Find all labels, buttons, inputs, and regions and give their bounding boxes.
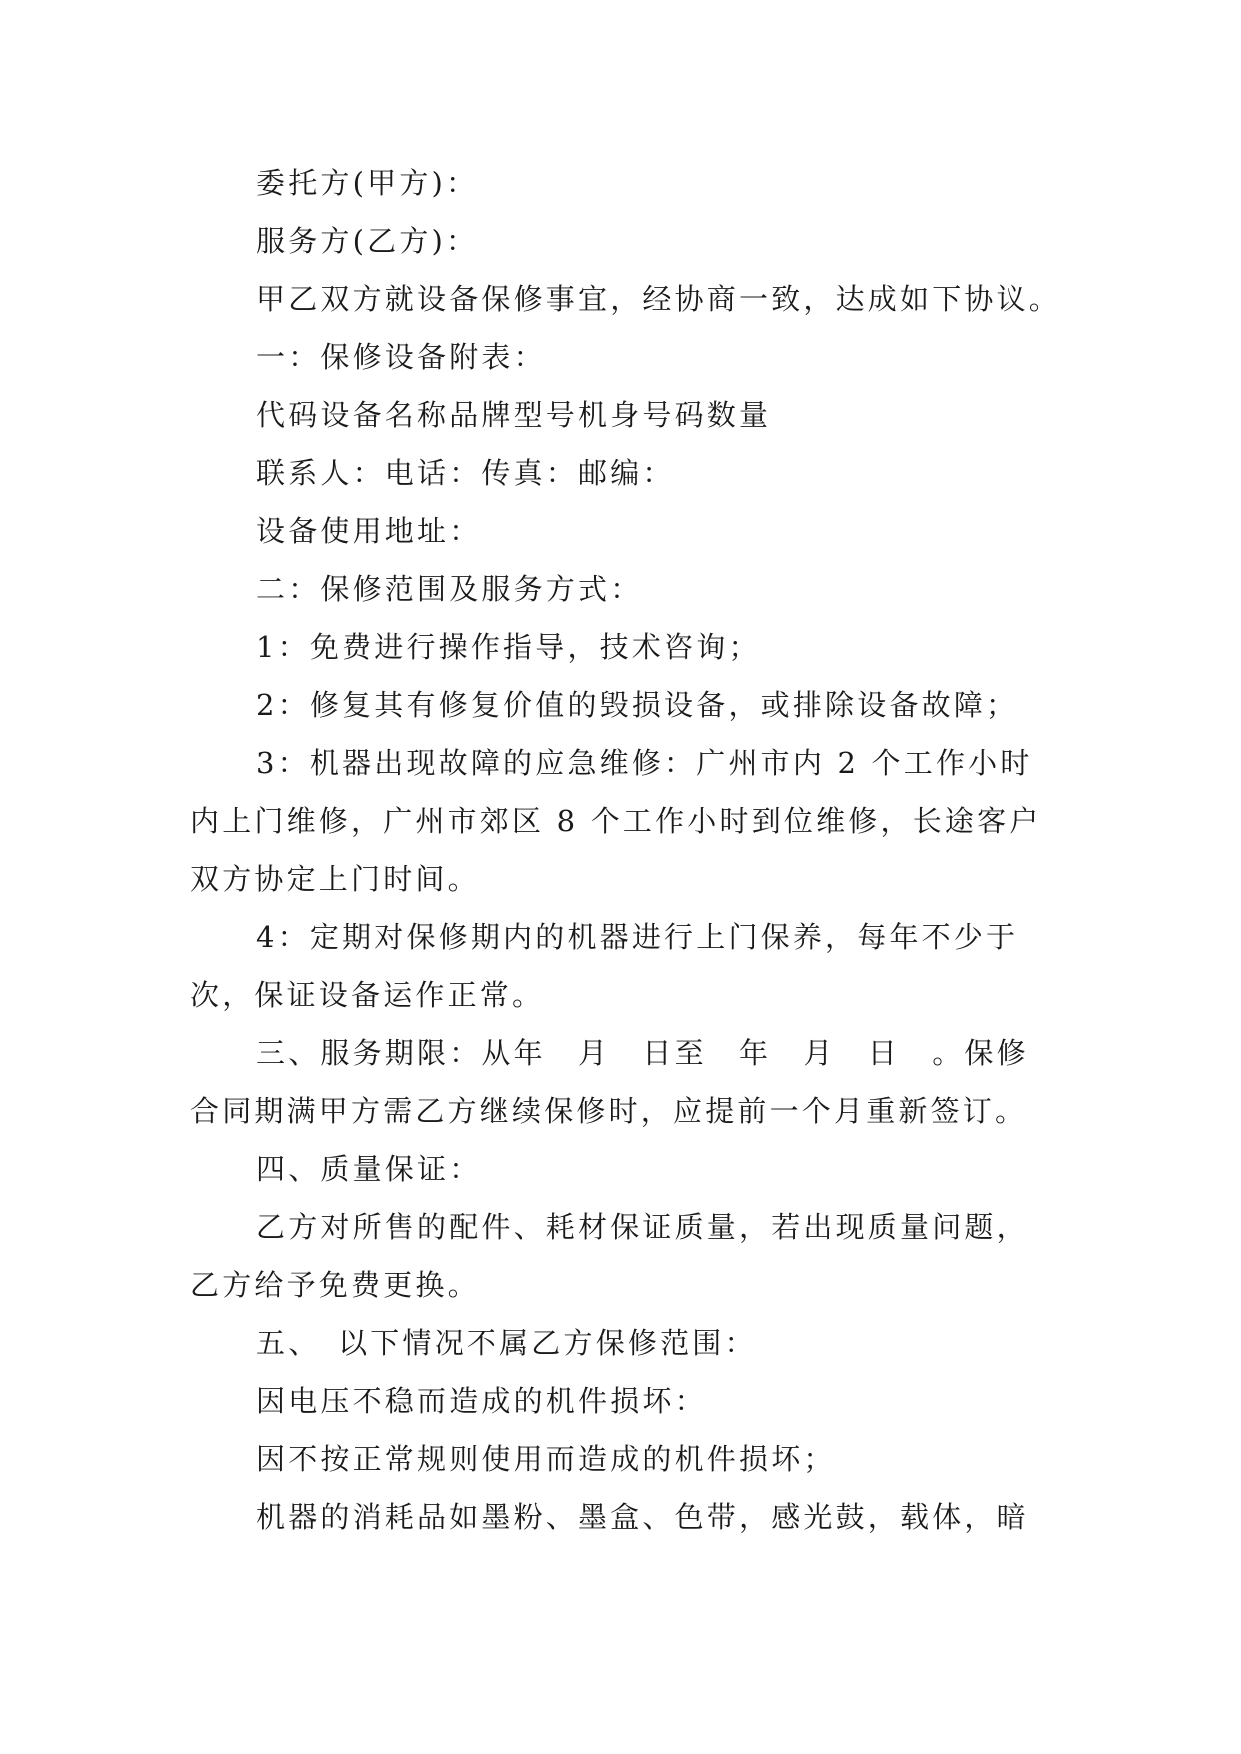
list-item-2: 2：修复其有修复价值的毁损设备，或排除设备故障； bbox=[256, 688, 1019, 722]
section-4-text: 乙方对所售的配件、耗材保证质量，若出现质量问题， bbox=[256, 1210, 1029, 1244]
list-item-1: 1：免费进行操作指导，技术咨询； bbox=[256, 630, 761, 664]
text-line-agreement-intro: 甲乙双方就设备保修事宜，经协商一致，达成如下协议。 bbox=[256, 282, 1062, 316]
section-heading-1: 一：保修设备附表： bbox=[256, 340, 546, 374]
list-item-4: 4：定期对保修期内的机器进行上门保养，每年不少于 bbox=[256, 920, 1019, 954]
list-item-3-cont-2: 双方协定上门时间。 bbox=[190, 862, 480, 896]
list-item-4-cont: 次，保证设备运作正常。 bbox=[190, 978, 545, 1012]
exclusion-item-3: 机器的消耗品如墨粉、墨盒、色带，感光鼓，载体，暗 bbox=[256, 1500, 1029, 1534]
section-heading-4: 四、质量保证： bbox=[256, 1152, 482, 1186]
list-item-3: 3：机器出现故障的应急维修：广州市内 2 个工作小时 bbox=[256, 746, 1033, 780]
exclusion-item-1: 因电压不稳而造成的机件损坏： bbox=[256, 1384, 707, 1418]
text-line-table-headers: 代码设备名称品牌型号机身号码数量 bbox=[256, 398, 772, 432]
text-line-provider: 服务方(乙方)： bbox=[256, 224, 479, 258]
section-heading-3: 三、服务期限：从年 月 日至 年 月 日 。保修 bbox=[256, 1036, 1029, 1070]
section-heading-2: 二：保修范围及服务方式： bbox=[256, 572, 643, 606]
text-line-address: 设备使用地址： bbox=[256, 514, 482, 548]
section-heading-5: 五、 以下情况不属乙方保修范围： bbox=[256, 1326, 757, 1360]
list-item-3-cont-1: 内上门维修，广州市郊区 8 个工作小时到位维修，长途客户 bbox=[190, 804, 1042, 838]
exclusion-item-2: 因不按正常规则使用而造成的机件损坏； bbox=[256, 1442, 836, 1476]
text-line-contact: 联系人：电话：传真：邮编： bbox=[256, 456, 675, 490]
text-line-client: 委托方(甲方)： bbox=[256, 166, 479, 200]
section-4-cont: 乙方给予免费更换。 bbox=[190, 1268, 480, 1302]
section-3-cont: 合同期满甲方需乙方继续保修时，应提前一个月重新签订。 bbox=[190, 1094, 1028, 1128]
